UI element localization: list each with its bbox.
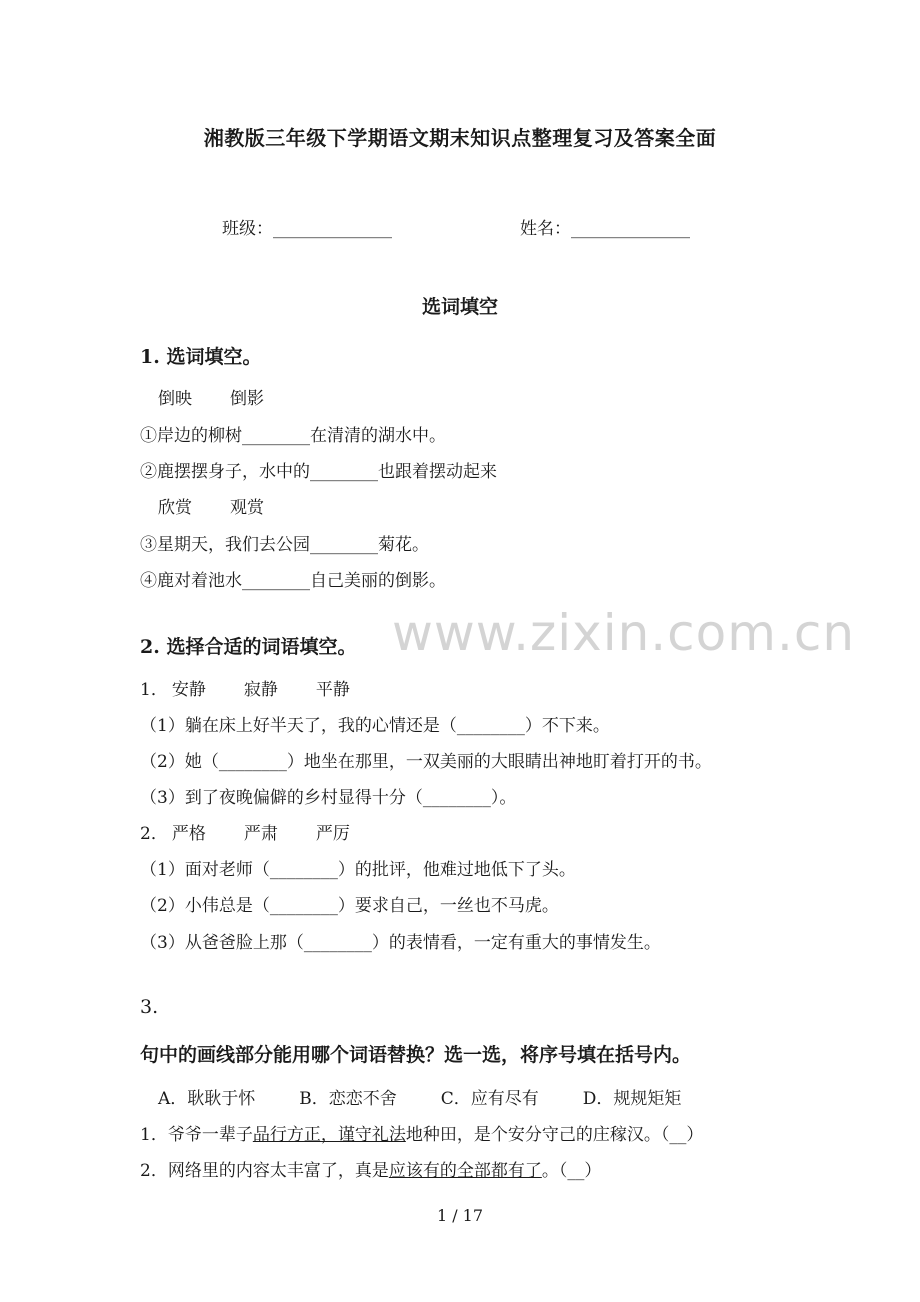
word: 倒影 — [230, 389, 264, 409]
q2-item: （3）到了夜晚偏僻的乡村显得十分（________）。 — [140, 788, 517, 808]
document-title: 湘教版三年级下学期语文期末知识点整理复习及答案全面 — [203, 126, 717, 150]
sentence-text: 2．网络里的内容太丰富了，真是 — [140, 1161, 389, 1181]
word: 严厉 — [315, 824, 350, 844]
option-b: B．恋恋不舍 — [299, 1089, 397, 1109]
q2-item: （2）小伟总是（________）要求自己，一丝也不马虎。 — [140, 896, 559, 916]
q2-item: （1）面对老师（________）的批评，他难过地低下了头。 — [140, 860, 576, 880]
underlined-phrase: 应该有的全部都有了 — [388, 1161, 542, 1181]
word: 寂静 — [243, 680, 278, 700]
q2-item: （1）躺在床上好半天了，我的心情还是（________）不下来。 — [140, 716, 610, 736]
q1-word-list-b — [158, 493, 302, 518]
q2-item: （3）从爸爸脸上那（________）的表情看，一定有重大的事情发生。 — [140, 933, 661, 953]
name-field: 姓名：______________ — [520, 219, 690, 239]
option-d: D．规规矩矩 — [582, 1089, 682, 1109]
sentence-text: 地种田，是个安分守己的庄稼汉。（__） — [405, 1125, 704, 1145]
q2-word-group-1 — [140, 675, 388, 700]
q1-item: ③星期天，我们去公园________菊花。 — [140, 535, 429, 555]
sentence-text: 。（__） — [541, 1161, 602, 1181]
underlined-phrase: 品行方正，谨守礼法 — [252, 1125, 406, 1145]
option-c: C．应有尽有 — [440, 1089, 539, 1109]
q1-item: ②鹿摆摆身子，水中的________也跟着摆动起来 — [140, 462, 497, 482]
q2-word-group-2 — [140, 819, 388, 844]
word: 严肃 — [243, 824, 278, 844]
group-label: 2． — [140, 824, 168, 844]
q1-heading: 1. 选词填空。 — [140, 346, 262, 368]
option-a: A．耿耿于怀 — [158, 1089, 256, 1109]
word: 倒映 — [158, 389, 192, 409]
class-field: 班级：______________ — [222, 219, 392, 239]
q2-item: （2）她（________）地坐在那里，一双美丽的大眼睛出神地盯着打开的书。 — [140, 752, 712, 772]
q1-item: ④鹿对着池水________自己美丽的倒影。 — [140, 571, 446, 591]
watermark: www.zixin.com.cn — [392, 604, 856, 662]
q3-options — [158, 1084, 725, 1109]
q3-number: 3. — [140, 996, 159, 1018]
word: 严格 — [171, 824, 206, 844]
q3-sentence-2 — [140, 1156, 601, 1181]
sentence-text: 1．爷爷一辈子 — [140, 1125, 253, 1145]
page-number: 1 / 17 — [436, 1206, 484, 1225]
word: 平静 — [315, 680, 350, 700]
group-label: 1． — [140, 680, 168, 700]
q3-heading: 句中的画线部分能用哪个词语替换？选一选，将序号填在括号内。 — [140, 1044, 692, 1066]
q3-sentence-1 — [140, 1120, 703, 1145]
q1-item: ①岸边的柳树________在清清的湖水中。 — [140, 426, 446, 446]
word: 欣赏 — [158, 498, 192, 518]
section-title: 选词填空 — [421, 296, 498, 318]
q1-word-list-a — [158, 384, 302, 409]
word: 观赏 — [230, 498, 264, 518]
q2-heading: 2. 选择合适的词语填空。 — [140, 636, 357, 658]
word: 安静 — [171, 680, 206, 700]
